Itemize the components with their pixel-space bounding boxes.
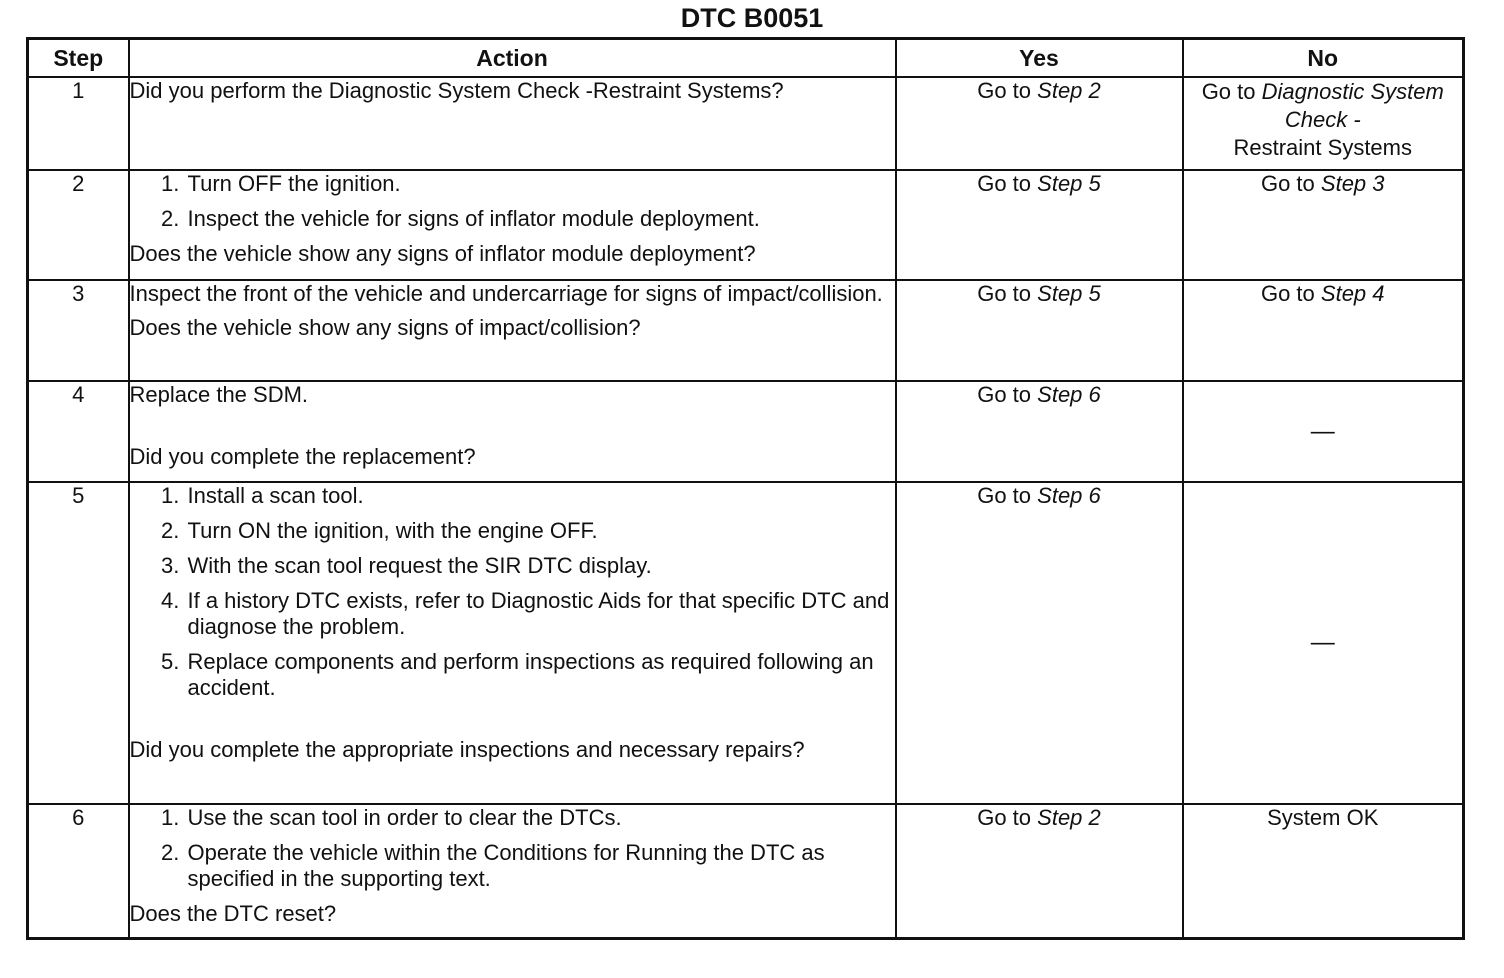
yes-cell [896, 804, 1183, 938]
yes-link[interactable]: Step 2 [1037, 805, 1101, 830]
action-question: Did you complete the appropriate inspections and necessary repairs? [129, 737, 805, 762]
list-item: 2. Inspect the vehicle for signs of inflator module deployment. [186, 206, 895, 232]
table-row-step-6 [28, 804, 1464, 938]
yes-cell [896, 280, 1183, 381]
yes-prefix: Go to [977, 483, 1032, 508]
no-prefix: Go to [1260, 281, 1315, 306]
step-number: 2 [28, 170, 129, 280]
list-item: 2. Operate the vehicle within the Conditions for Running the DTC as specified in the supporting text. [186, 840, 895, 892]
no-prefix: Go to [1260, 171, 1315, 196]
header-yes: Yes [896, 39, 1183, 78]
no-cell [1183, 482, 1464, 804]
action-cell [129, 170, 896, 280]
list-item: 5. Replace components and perform inspections as required following an accident. [186, 649, 895, 701]
no-dash: — [1310, 417, 1335, 445]
table-row-step-3 [28, 280, 1464, 381]
table-row-step-5 [28, 482, 1464, 804]
no-cell [1183, 804, 1464, 938]
table-row-step-1 [28, 77, 1464, 170]
no-cell [1183, 280, 1464, 381]
no-link[interactable]: Step 4 [1320, 281, 1385, 306]
list-item: 1. Install a scan tool. [186, 483, 895, 509]
list-item: 1. Use the scan tool in order to clear the DTCs. [186, 805, 895, 831]
yes-prefix: Go to [977, 382, 1032, 407]
yes-prefix: Go to [977, 805, 1032, 830]
yes-cell [896, 170, 1183, 280]
action-cell [129, 280, 896, 381]
dtc-table [26, 37, 1465, 940]
yes-link[interactable]: Step 5 [1037, 281, 1101, 306]
action-cell [129, 804, 896, 938]
no-prefix: Go to [1201, 79, 1256, 104]
header-row [28, 39, 1464, 78]
yes-prefix: Go to [977, 281, 1032, 306]
no-result: System OK [1267, 805, 1379, 830]
no-dash: — [1310, 629, 1335, 656]
table-row-step-2 [28, 170, 1464, 280]
action-intro: Replace the SDM. [129, 382, 309, 407]
action-steps-list [130, 805, 895, 892]
no-cell [1183, 170, 1464, 280]
yes-cell [896, 381, 1183, 482]
no-link[interactable]: Diagnostic System Check - [1261, 79, 1444, 132]
action-question: Does the vehicle show any signs of inflator module deployment? [129, 241, 756, 266]
action-steps-list [130, 171, 895, 232]
yes-link[interactable]: Step 6 [1037, 382, 1101, 407]
step-number: 3 [28, 280, 129, 381]
header-step: Step [28, 39, 129, 78]
step-number: 1 [28, 77, 129, 170]
action-question: Does the DTC reset? [129, 901, 337, 926]
yes-link[interactable]: Step 5 [1037, 171, 1101, 196]
yes-link[interactable]: Step 6 [1037, 483, 1101, 508]
table-row-step-4 [28, 381, 1464, 482]
action-cell [129, 482, 896, 804]
action-steps-list [130, 483, 895, 701]
yes-cell [896, 77, 1183, 170]
header-action: Action [129, 39, 896, 78]
no-cell [1183, 77, 1464, 170]
list-item: 2. Turn ON the ignition, with the engine OFF. [186, 518, 895, 544]
no-cell [1183, 381, 1464, 482]
action-question: Does the vehicle show any signs of impact/collision? [129, 315, 641, 340]
list-item: 1. Turn OFF the ignition. [186, 171, 895, 197]
no-suffix[interactable]: Restraint Systems [1233, 135, 1412, 160]
action-cell [129, 77, 896, 170]
yes-prefix: Go to [977, 171, 1032, 196]
action-intro: Did you perform the Diagnostic System Check -Restraint Systems? [129, 78, 784, 103]
action-question: Did you complete the replacement? [129, 444, 476, 469]
action-cell [129, 381, 896, 482]
header-no: No [1183, 39, 1464, 78]
step-number: 6 [28, 804, 129, 938]
yes-link[interactable]: Step 2 [1037, 78, 1101, 103]
yes-cell [896, 482, 1183, 804]
page-title: DTC B0051 [680, 3, 824, 33]
list-item: 3. With the scan tool request the SIR DTC display. [186, 553, 895, 579]
yes-prefix: Go to [977, 78, 1032, 103]
list-item: 4. If a history DTC exists, refer to Diagnostic Aids for that specific DTC and diagnose the problem. [186, 588, 895, 640]
step-number: 4 [28, 381, 129, 482]
no-link[interactable]: Step 3 [1320, 171, 1385, 196]
action-intro: Inspect the front of the vehicle and undercarriage for signs of impact/collision. [129, 281, 883, 306]
step-number: 5 [28, 482, 129, 804]
